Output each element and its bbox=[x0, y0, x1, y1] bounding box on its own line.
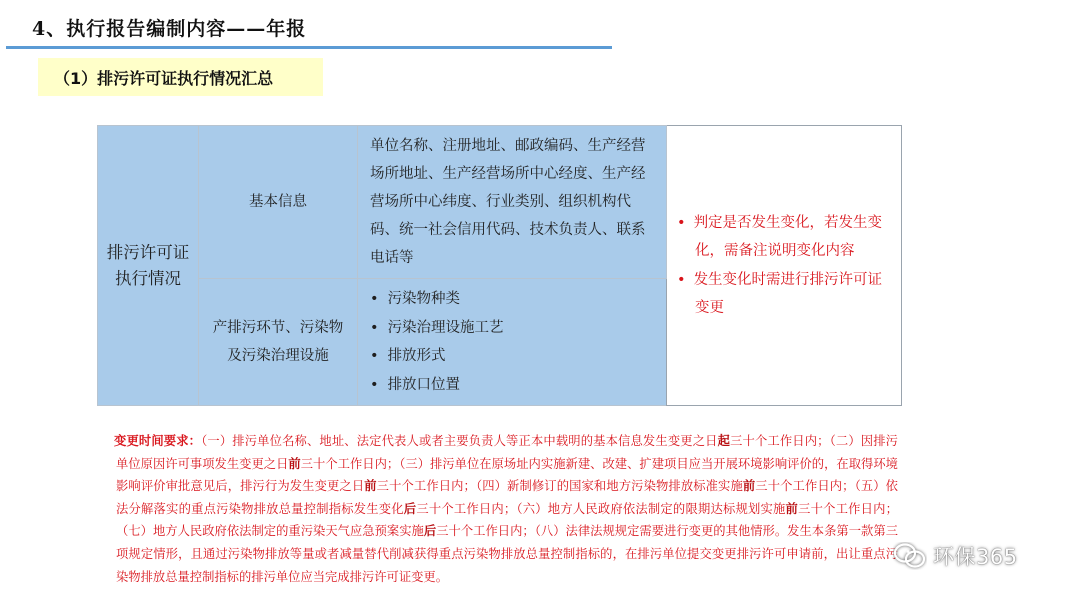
permit-summary-table bbox=[97, 125, 902, 406]
note-item: • 判定是否发生变化，若发生变化，需备注说明变化内容 bbox=[677, 209, 887, 266]
list-item: • 污染物种类 bbox=[370, 285, 656, 314]
list-item: • 排放口位置 bbox=[370, 371, 656, 400]
change-time-requirements bbox=[116, 430, 898, 588]
category-cell bbox=[199, 126, 358, 279]
table-row bbox=[98, 126, 902, 279]
slide-heading: 4、执行报告编制内容——年报 bbox=[32, 18, 307, 40]
requirement-segment: 三十个工作日内；（四）新制修订的国家和地方污染物排放标准实施 bbox=[376, 479, 743, 494]
requirement-segment: 三十个工作日内；（五）依法分解落实的重点污染物排放总量控制指标发生变化 bbox=[116, 479, 898, 516]
emphasis-text: 前 bbox=[364, 479, 377, 494]
requirement-segment: 三十个工作日内；（六）地方人民政府依法制定的限期达标规划实施 bbox=[416, 501, 786, 516]
heading-underline bbox=[6, 46, 612, 49]
requirement-segment: 三十个工作日内；（七）地方人民政府依法制定的重污染天气应急预案实施 bbox=[116, 501, 898, 539]
pollution-items-list bbox=[370, 285, 656, 399]
subtitle-box bbox=[38, 58, 323, 96]
watermark-text: 环保365 bbox=[933, 545, 1018, 569]
basic-info-content: 单位名称、注册地址、邮政编码、生产经营场所地址、生产经营场所中心经度、生产经营场所中心纬度、行业类别、组织机构代码、统一社会信用代码、技术负责人、联系电话等 bbox=[370, 138, 646, 266]
list-item: • 排放形式 bbox=[370, 342, 656, 371]
emphasis-text: 后 bbox=[403, 501, 417, 516]
row-header-text: 排污许可证执行情况 bbox=[106, 242, 190, 288]
requirement-segment: （一）排污单位名称、地址、法定代表人或者主要负责人等正本中载明的基本信息发生变更之日 bbox=[201, 434, 718, 448]
emphasis-text: 后 bbox=[423, 524, 437, 539]
notes-list bbox=[677, 209, 887, 323]
row-header-cell bbox=[98, 126, 199, 406]
requirement-segment: 三十个工作日内；（二）因排污单位原因许可事项发生变更之日 bbox=[116, 434, 898, 471]
category-cell bbox=[199, 279, 358, 406]
subtitle: （1）排污许可证执行情况汇总 bbox=[54, 68, 274, 88]
content-cell bbox=[358, 126, 667, 279]
emphasis-text: 前 bbox=[288, 456, 301, 471]
emphasis-text: 起 bbox=[717, 434, 731, 448]
notes-cell bbox=[667, 126, 902, 406]
list-item: • 污染治理设施工艺 bbox=[370, 314, 656, 343]
emphasis-text: 前 bbox=[785, 501, 799, 516]
requirement-segment: 三十个工作日内；（三）排污单位在原场址内实施新建、改建、扩建项目应当开展环境影响评价的，在取得环境影响评价审批意见后，排污行为发生变更之日 bbox=[116, 456, 898, 494]
requirements-text bbox=[116, 434, 898, 584]
note-item: • 发生变化时需进行排污许可证变更 bbox=[677, 266, 887, 323]
content-cell bbox=[358, 279, 667, 406]
category-pollution-facilities: 产排污环节、污染物及污染治理设施 bbox=[212, 320, 344, 364]
requirements-label: 变更时间要求： bbox=[114, 434, 202, 448]
watermark bbox=[893, 541, 1018, 571]
category-basic-info: 基本信息 bbox=[249, 194, 307, 210]
emphasis-text: 前 bbox=[742, 479, 756, 494]
requirement-segment: 三十个工作日内；（八）法律法规规定需要进行变更的其他情形。发生本条第一款第三项规定情形，且通过污染物排放等量或者减量替代削减获得重点污染物排放总量控制指标的，在排污单位提交变更排污许可申请前，出让重点污染物排放总量控制指标的排污单位应当完成排污许可证变更。 bbox=[116, 524, 898, 584]
wechat-icon bbox=[893, 542, 927, 570]
